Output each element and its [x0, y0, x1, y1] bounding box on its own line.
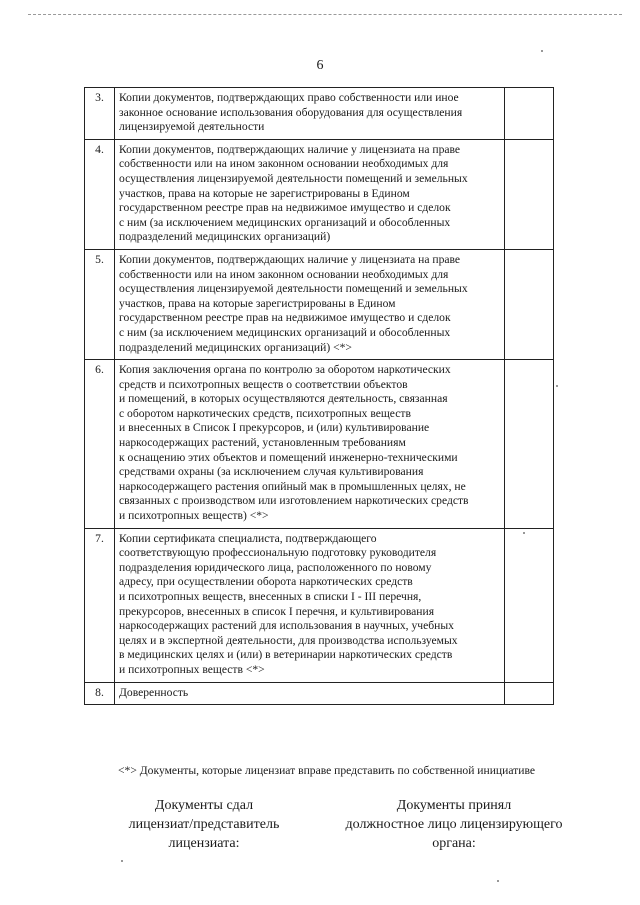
scan-speck	[541, 50, 543, 52]
description-line: и психотропных веществ) <*>	[119, 509, 269, 523]
description-line: законное основание использования оборудования для осуществления	[119, 105, 463, 119]
description-line: средств и психотропных веществ о соответствии объектов	[119, 377, 408, 391]
description-line: с ним (за исключением медицинских организаций и обособленных	[119, 215, 451, 229]
description-line: к оснащению этих объектов и помещений инженерно-техническими	[119, 450, 458, 464]
description-line: соответствующую профессиональную подготовку руководителя	[119, 546, 437, 560]
row-number: 4.	[85, 139, 115, 249]
row-number: 6.	[85, 360, 115, 529]
table-row	[85, 88, 554, 140]
footnote: <*> Документы, которые лицензиат вправе представить по собственной инициативе	[118, 764, 536, 777]
description-line: связанных с производством или изготовлением наркотических средств	[119, 494, 469, 508]
description-line: и психотропных веществ <*>	[119, 662, 265, 676]
description-line: собственности или на ином законном основании необходимых для	[119, 157, 449, 171]
description-line: адресу, при осуществлении оборота наркотических средств	[119, 575, 413, 589]
description-line: наркосодержащих растений для использования в научных, учебных	[119, 619, 454, 633]
scan-speck	[556, 385, 558, 387]
document-description	[115, 360, 505, 529]
description-line: подразделений медицинских организаций) <*>	[119, 340, 352, 354]
description-line: Копия заключения органа по контролю за оборотом наркотических	[119, 363, 451, 377]
signature-left-line-3: лицензиата:	[168, 836, 240, 851]
description-line: государственном реестре прав на недвижимое имущество и сделок	[119, 201, 451, 215]
description-line: лицензируемой деятельности	[119, 120, 265, 134]
blank-cell	[505, 249, 554, 359]
description-line: прекурсоров, внесенных в список I перечня, и культивирования	[119, 604, 435, 618]
row-number: 8.	[85, 682, 115, 705]
description-line: с ним (за исключением медицинских организаций и обособленных	[119, 325, 451, 339]
document-description	[115, 88, 505, 140]
document-description	[115, 139, 505, 249]
description-line: осуществления лицензируемой деятельности помещений и земельных	[119, 282, 468, 296]
description-line: подразделений медицинских организаций)	[119, 230, 331, 244]
signature-block-accepted	[344, 796, 564, 853]
signature-left-line-1: Документы сдал	[154, 798, 254, 813]
signature-block-submitted	[104, 796, 304, 853]
table-row	[85, 249, 554, 359]
description-line: Копии документов, подтверждающих право собственности или иное	[119, 91, 459, 104]
document-description	[115, 249, 505, 359]
scan-speck	[121, 860, 123, 862]
row-number: 5.	[85, 249, 115, 359]
description-line: собственности или на ином законном основании необходимых для	[119, 267, 449, 281]
blank-cell	[505, 139, 554, 249]
description-line: с оборотом наркотических средств, психотропных веществ	[119, 406, 411, 420]
signature-left-line-2: лицензиат/представитель	[128, 817, 280, 832]
description-line: подразделения юридического лица, расположенного по новому	[119, 560, 432, 574]
blank-cell	[505, 682, 554, 705]
blank-cell	[505, 360, 554, 529]
description-line: государственном реестре прав на недвижимое имущество и сделок	[119, 311, 451, 325]
table-row	[85, 682, 554, 705]
top-dashed-rule	[28, 14, 622, 15]
document-description	[115, 528, 505, 682]
blank-cell	[505, 528, 554, 682]
scan-speck	[523, 532, 525, 534]
description-line: целях и в экспертной деятельности, для производства используемых	[119, 633, 458, 647]
description-line: участков, права на которые зарегистрированы в Едином	[119, 296, 396, 310]
table-row	[85, 528, 554, 682]
description-line: и психотропных веществ, внесенных в списки I - III перечня,	[119, 590, 422, 603]
description-line: Копии сертификата специалиста, подтверждающего	[119, 531, 377, 545]
description-line: и помещений, в которых осуществляются деятельность, связанная	[119, 392, 448, 406]
signature-right-line-1: Документы принял	[396, 798, 512, 813]
description-line: Доверенность	[119, 685, 189, 699]
blank-cell	[505, 88, 554, 140]
signature-right-line-3: органа:	[432, 836, 476, 851]
description-line: и внесенных в Список I прекурсоров, и (или) культивирование	[119, 421, 430, 435]
description-line: в медицинских целях и (или) в ветеринарии наркотических средств	[119, 648, 453, 662]
description-line: Копии документов, подтверждающих наличие у лицензиата на праве	[119, 142, 461, 156]
description-line: наркосодержащего растения опийный мак в промышленных целях, не	[119, 479, 466, 493]
row-number: 3.	[85, 88, 115, 140]
table-row	[85, 139, 554, 249]
description-line: средствами охраны (за исключением случая культивирования	[119, 465, 424, 479]
document-description	[115, 682, 505, 705]
description-line: Копии документов, подтверждающих наличие у лицензиата на праве	[119, 252, 461, 266]
row-number: 7.	[85, 528, 115, 682]
description-line: наркосодержащих растений, установленным требованиям	[119, 436, 406, 450]
page-number: 6	[316, 58, 324, 73]
documents-table	[84, 87, 554, 705]
scan-speck	[497, 880, 499, 882]
table-row	[85, 360, 554, 529]
description-line: осуществления лицензируемой деятельности помещений и земельных	[119, 171, 468, 185]
description-line: участков, права на которые не зарегистрированы в Едином	[119, 186, 410, 200]
signature-right-line-2: должностное лицо лицензирующего	[345, 817, 563, 832]
